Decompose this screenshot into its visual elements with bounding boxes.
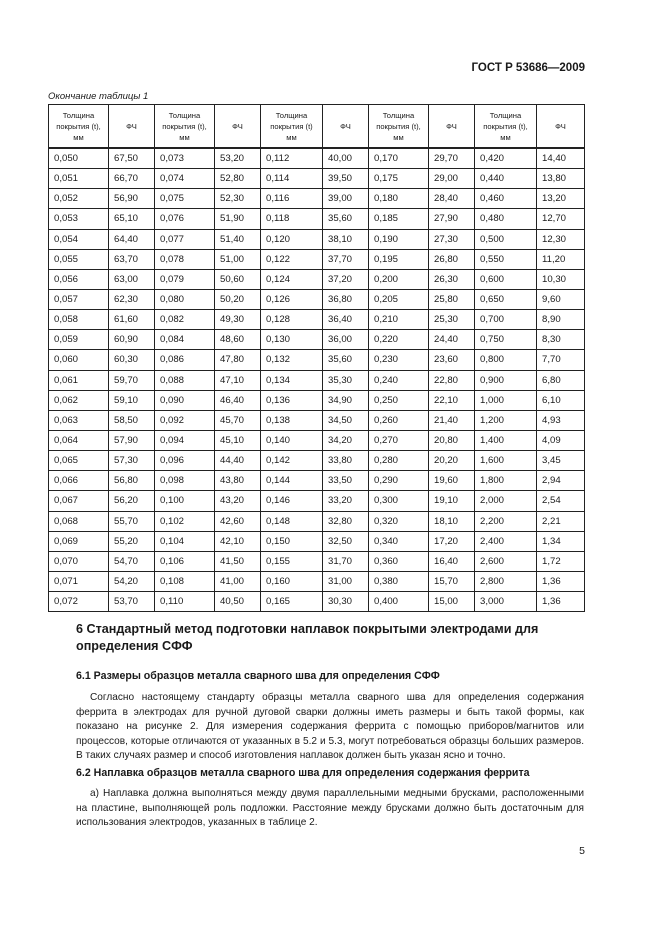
table-cell: 0,800 (475, 350, 537, 370)
table-cell: 31,70 (323, 551, 369, 571)
table-cell: 1,000 (475, 390, 537, 410)
table-cell: 15,70 (429, 571, 475, 591)
table-cell: 41,50 (215, 551, 261, 571)
table-cell: 2,800 (475, 571, 537, 591)
table-row (49, 390, 585, 410)
page-number: 5 (579, 845, 585, 857)
table-cell: 0,150 (261, 531, 323, 551)
table-cell: 38,10 (323, 229, 369, 249)
table-cell: 0,140 (261, 430, 323, 450)
section-6-1-text: Согласно настоящему стандарту образцы металла сварного шва для определения содержания феррита в электродах для ручной дуговой сварки должны иметь размеры и быть такой формы, как показано на рисунке 2. Для измерения содержания феррита с помощью приборов/магнитов или процессов, которые отличаются от указанных в 5.2 и 5.3, могут потребоваться образцы больших размеров. В таких случаях размер и способ изготовления наплавок должен быть указан ясно и точно. (76, 692, 584, 762)
table-row (49, 350, 585, 370)
table-cell: 42,60 (215, 511, 261, 531)
table-cell: 54,70 (109, 551, 155, 571)
table-cell: 0,079 (155, 269, 215, 289)
table-row (49, 209, 585, 229)
section-6-title: 6 Стандартный метод подготовки наплавок покрытыми электродами для определения СФФ (76, 622, 539, 653)
table-cell: 0,092 (155, 410, 215, 430)
table-cell: 66,70 (109, 169, 155, 189)
table-cell: 0,054 (49, 229, 109, 249)
table-cell: 47,80 (215, 350, 261, 370)
table-cell: 0,360 (369, 551, 429, 571)
table-cell: 0,500 (475, 229, 537, 249)
table-cell: 35,60 (323, 209, 369, 229)
table-cell: 0,078 (155, 249, 215, 269)
table-cell: 46,40 (215, 390, 261, 410)
table-cell: 51,90 (215, 209, 261, 229)
table-cell: 0,118 (261, 209, 323, 229)
column-header: Толщина покрытия (t), мм (369, 105, 429, 149)
table-cell: 0,056 (49, 269, 109, 289)
table-cell: 0,112 (261, 148, 323, 169)
table-cell: 0,600 (475, 269, 537, 289)
table-cell: 0,230 (369, 350, 429, 370)
section-6-2-title: 6.2 Наплавка образцов металла сварного шва для определения содержания феррита (76, 767, 530, 779)
table-cell: 1,36 (537, 592, 585, 612)
table-cell: 0,052 (49, 189, 109, 209)
table-cell: 56,90 (109, 189, 155, 209)
table-cell: 63,00 (109, 269, 155, 289)
table-cell: 27,30 (429, 229, 475, 249)
table-cell: 57,30 (109, 451, 155, 471)
table-cell: 1,34 (537, 531, 585, 551)
table-cell: 8,90 (537, 310, 585, 330)
section-6-1-paragraph (76, 691, 584, 764)
table-cell: 0,400 (369, 592, 429, 612)
table-cell: 0,096 (155, 451, 215, 471)
table-cell: 0,126 (261, 289, 323, 309)
table-cell: 0,124 (261, 269, 323, 289)
table-cell: 0,070 (49, 551, 109, 571)
table-cell: 0,300 (369, 491, 429, 511)
section-6-2-text: а) Наплавка должна выполняться между двумя параллельными медными брусками, расположенными на пластине, выполняющей роль подложки. Расстояние между брусками должно быть достаточным для использования электродов, указанных в таблице 2. (76, 788, 584, 829)
table-cell: 0,205 (369, 289, 429, 309)
table-cell: 0,080 (155, 289, 215, 309)
table-cell: 0,102 (155, 511, 215, 531)
table-cell: 65,10 (109, 209, 155, 229)
table-cell: 64,40 (109, 229, 155, 249)
table-row (49, 330, 585, 350)
table-cell: 28,40 (429, 189, 475, 209)
table-cell: 1,800 (475, 471, 537, 491)
table-cell: 22,10 (429, 390, 475, 410)
table-cell: 54,20 (109, 571, 155, 591)
table-cell: 37,20 (323, 269, 369, 289)
table-cell: 60,90 (109, 330, 155, 350)
table-cell: 42,10 (215, 531, 261, 551)
table-cell: 52,80 (215, 169, 261, 189)
table-cell: 49,30 (215, 310, 261, 330)
table-cell: 0,055 (49, 249, 109, 269)
table-cell: 56,20 (109, 491, 155, 511)
table-cell: 43,20 (215, 491, 261, 511)
table-row (49, 430, 585, 450)
document-code: ГОСТ Р 53686—2009 (471, 62, 585, 74)
table-cell: 50,20 (215, 289, 261, 309)
table-cell: 1,72 (537, 551, 585, 571)
table-cell: 13,80 (537, 169, 585, 189)
table-cell: 2,000 (475, 491, 537, 511)
table-cell: 9,60 (537, 289, 585, 309)
table-cell: 0,280 (369, 451, 429, 471)
table-cell: 0,068 (49, 511, 109, 531)
table-cell: 34,50 (323, 410, 369, 430)
table-cell: 3,000 (475, 592, 537, 612)
table-cell: 47,10 (215, 370, 261, 390)
table-cell: 12,70 (537, 209, 585, 229)
table-cell: 0,700 (475, 310, 537, 330)
table-cell: 57,90 (109, 430, 155, 450)
table-cell: 4,93 (537, 410, 585, 430)
table-cell: 0,116 (261, 189, 323, 209)
table-cell: 27,90 (429, 209, 475, 229)
table-cell: 53,20 (215, 148, 261, 169)
table-cell: 55,70 (109, 511, 155, 531)
table-cell: 0,195 (369, 249, 429, 269)
table-row (49, 148, 585, 169)
table-cell: 39,50 (323, 169, 369, 189)
table-cell: 36,80 (323, 289, 369, 309)
table-cell: 0,142 (261, 451, 323, 471)
section-6-1-title: 6.1 Размеры образцов металла сварного шва для определения СФФ (76, 670, 440, 682)
table-cell: 0,053 (49, 209, 109, 229)
table-row (49, 491, 585, 511)
table-cell: 0,220 (369, 330, 429, 350)
table-cell: 0,062 (49, 390, 109, 410)
table-cell: 13,20 (537, 189, 585, 209)
table-cell: 0,185 (369, 209, 429, 229)
table-cell: 7,70 (537, 350, 585, 370)
table-cell: 0,082 (155, 310, 215, 330)
table-cell: 0,063 (49, 410, 109, 430)
table-cell: 0,380 (369, 571, 429, 591)
table-cell: 20,80 (429, 430, 475, 450)
table-cell: 40,50 (215, 592, 261, 612)
table-cell: 0,650 (475, 289, 537, 309)
table-cell: 0,180 (369, 189, 429, 209)
table-cell: 19,60 (429, 471, 475, 491)
table-cell: 45,10 (215, 430, 261, 450)
table-cell: 41,00 (215, 571, 261, 591)
table-cell: 10,30 (537, 269, 585, 289)
table-cell: 21,40 (429, 410, 475, 430)
table-cell: 0,460 (475, 189, 537, 209)
table-cell: 0,104 (155, 531, 215, 551)
table-cell: 0,480 (475, 209, 537, 229)
table-cell: 0,340 (369, 531, 429, 551)
table-cell: 0,069 (49, 531, 109, 551)
table-cell: 0,440 (475, 169, 537, 189)
table-cell: 0,270 (369, 430, 429, 450)
table-cell: 0,260 (369, 410, 429, 430)
table-cell: 1,36 (537, 571, 585, 591)
table-cell: 0,148 (261, 511, 323, 531)
table-cell: 17,20 (429, 531, 475, 551)
table-row (49, 571, 585, 591)
table-row (49, 289, 585, 309)
table-cell: 0,750 (475, 330, 537, 350)
table-cell: 63,70 (109, 249, 155, 269)
table-cell: 0,088 (155, 370, 215, 390)
table-cell: 26,80 (429, 249, 475, 269)
table-cell: 37,70 (323, 249, 369, 269)
table-cell: 33,80 (323, 451, 369, 471)
table-cell: 52,30 (215, 189, 261, 209)
table-cell: 0,051 (49, 169, 109, 189)
table-cell: 0,077 (155, 229, 215, 249)
table-row (49, 592, 585, 612)
table-cell: 29,00 (429, 169, 475, 189)
table-cell: 36,00 (323, 330, 369, 350)
table-cell: 0,072 (49, 592, 109, 612)
ferrite-number-table (48, 104, 585, 612)
table-cell: 0,067 (49, 491, 109, 511)
table-cell: 67,50 (109, 148, 155, 169)
column-header: ФЧ (215, 105, 261, 149)
table-cell: 0,250 (369, 390, 429, 410)
table-cell: 1,400 (475, 430, 537, 450)
table-cell: 35,60 (323, 350, 369, 370)
table-cell: 0,098 (155, 471, 215, 491)
table-cell: 15,00 (429, 592, 475, 612)
table-cell: 0,057 (49, 289, 109, 309)
table-cell: 43,80 (215, 471, 261, 491)
column-header: ФЧ (429, 105, 475, 149)
table-cell: 58,50 (109, 410, 155, 430)
table-cell: 0,190 (369, 229, 429, 249)
table-cell: 56,80 (109, 471, 155, 491)
table-cell: 25,30 (429, 310, 475, 330)
table-cell: 0,136 (261, 390, 323, 410)
table-cell: 30,30 (323, 592, 369, 612)
table-cell: 0,090 (155, 390, 215, 410)
table-cell: 40,00 (323, 148, 369, 169)
table-caption: Окончание таблицы 1 (48, 91, 149, 102)
table-cell: 19,10 (429, 491, 475, 511)
table-cell: 2,54 (537, 491, 585, 511)
section-6-2-paragraph (76, 787, 584, 831)
table-cell: 6,10 (537, 390, 585, 410)
table-cell: 0,065 (49, 451, 109, 471)
table-cell: 51,40 (215, 229, 261, 249)
table-cell: 0,240 (369, 370, 429, 390)
table-cell: 0,108 (155, 571, 215, 591)
table-cell: 53,70 (109, 592, 155, 612)
table-cell: 0,064 (49, 430, 109, 450)
table-row (49, 169, 585, 189)
table-cell: 55,20 (109, 531, 155, 551)
table-cell: 0,100 (155, 491, 215, 511)
table-row (49, 310, 585, 330)
table-cell: 0,094 (155, 430, 215, 450)
table-cell: 14,40 (537, 148, 585, 169)
table-cell: 39,00 (323, 189, 369, 209)
table-cell: 0,900 (475, 370, 537, 390)
table-row (49, 189, 585, 209)
table-row (49, 531, 585, 551)
table-cell: 0,290 (369, 471, 429, 491)
table-cell: 0,144 (261, 471, 323, 491)
table-cell: 0,165 (261, 592, 323, 612)
table-row (49, 269, 585, 289)
table-cell: 0,073 (155, 148, 215, 169)
table-cell: 33,50 (323, 471, 369, 491)
table-cell: 0,110 (155, 592, 215, 612)
table-cell: 0,128 (261, 310, 323, 330)
table-cell: 0,076 (155, 209, 215, 229)
table-cell: 8,30 (537, 330, 585, 350)
table-cell: 61,60 (109, 310, 155, 330)
table-cell: 24,40 (429, 330, 475, 350)
table-cell: 4,09 (537, 430, 585, 450)
table-cell: 59,10 (109, 390, 155, 410)
table-header-row (49, 105, 585, 149)
table-row (49, 551, 585, 571)
table-cell: 0,138 (261, 410, 323, 430)
table-cell: 22,80 (429, 370, 475, 390)
table-cell: 0,066 (49, 471, 109, 491)
table-cell: 2,21 (537, 511, 585, 531)
table-cell: 32,80 (323, 511, 369, 531)
table-cell: 48,60 (215, 330, 261, 350)
table-row (49, 410, 585, 430)
table-cell: 0,170 (369, 148, 429, 169)
table-row (49, 471, 585, 491)
table-cell: 0,060 (49, 350, 109, 370)
table-cell: 31,00 (323, 571, 369, 591)
table-cell: 0,130 (261, 330, 323, 350)
table-cell: 0,086 (155, 350, 215, 370)
table-cell: 2,600 (475, 551, 537, 571)
table-cell: 20,20 (429, 451, 475, 471)
column-header: Толщина покрытия (t), мм (49, 105, 109, 149)
table-cell: 60,30 (109, 350, 155, 370)
table-row (49, 370, 585, 390)
column-header: Толщина покрытия (t) мм (261, 105, 323, 149)
table-cell: 29,70 (429, 148, 475, 169)
table-cell: 0,075 (155, 189, 215, 209)
table-cell: 0,106 (155, 551, 215, 571)
table-cell: 34,20 (323, 430, 369, 450)
table-cell: 0,074 (155, 169, 215, 189)
table-cell: 0,160 (261, 571, 323, 591)
table-cell: 0,084 (155, 330, 215, 350)
table-cell: 11,20 (537, 249, 585, 269)
table-cell: 18,10 (429, 511, 475, 531)
table-cell: 16,40 (429, 551, 475, 571)
table-cell: 6,80 (537, 370, 585, 390)
table-row (49, 451, 585, 471)
table-cell: 35,30 (323, 370, 369, 390)
table-cell: 0,155 (261, 551, 323, 571)
table-row (49, 229, 585, 249)
table-cell: 0,058 (49, 310, 109, 330)
table-cell: 25,80 (429, 289, 475, 309)
table-cell: 45,70 (215, 410, 261, 430)
table-cell: 51,00 (215, 249, 261, 269)
table-cell: 0,071 (49, 571, 109, 591)
table-cell: 0,059 (49, 330, 109, 350)
table-cell: 0,134 (261, 370, 323, 390)
table-cell: 62,30 (109, 289, 155, 309)
table-cell: 2,400 (475, 531, 537, 551)
table-cell: 0,420 (475, 148, 537, 169)
table-cell: 50,60 (215, 269, 261, 289)
table-cell: 44,40 (215, 451, 261, 471)
column-header: Толщина покрытия (t), мм (155, 105, 215, 149)
table-cell: 2,94 (537, 471, 585, 491)
column-header: ФЧ (323, 105, 369, 149)
table-cell: 3,45 (537, 451, 585, 471)
table-cell: 0,120 (261, 229, 323, 249)
table-body (49, 148, 585, 612)
table-row (49, 511, 585, 531)
table-cell: 2,200 (475, 511, 537, 531)
table-cell: 0,550 (475, 249, 537, 269)
table-cell: 59,70 (109, 370, 155, 390)
table-cell: 0,200 (369, 269, 429, 289)
table-cell: 0,210 (369, 310, 429, 330)
table-cell: 0,122 (261, 249, 323, 269)
table-cell: 0,061 (49, 370, 109, 390)
table-cell: 12,30 (537, 229, 585, 249)
table-cell: 0,146 (261, 491, 323, 511)
column-header: Толщина покрытия (t), мм (475, 105, 537, 149)
table-row (49, 249, 585, 269)
table-cell: 32,50 (323, 531, 369, 551)
table-cell: 34,90 (323, 390, 369, 410)
table-cell: 0,175 (369, 169, 429, 189)
table-cell: 23,60 (429, 350, 475, 370)
table-cell: 0,114 (261, 169, 323, 189)
table-cell: 0,132 (261, 350, 323, 370)
table-cell: 0,320 (369, 511, 429, 531)
table-cell: 33,20 (323, 491, 369, 511)
table-cell: 1,200 (475, 410, 537, 430)
table-cell: 36,40 (323, 310, 369, 330)
table-cell: 1,600 (475, 451, 537, 471)
table-cell: 0,050 (49, 148, 109, 169)
column-header: ФЧ (537, 105, 585, 149)
table-cell: 26,30 (429, 269, 475, 289)
column-header: ФЧ (109, 105, 155, 149)
